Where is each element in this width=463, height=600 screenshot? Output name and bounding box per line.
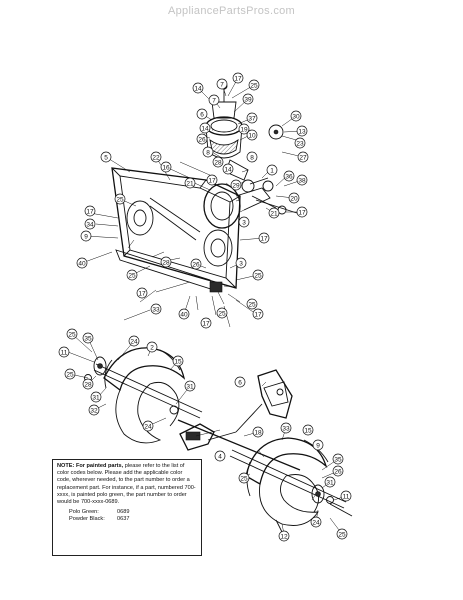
callout-c31 xyxy=(269,208,279,218)
callout-d5 xyxy=(147,342,157,352)
svg-text:17: 17 xyxy=(208,177,216,185)
callout-d23 xyxy=(341,491,351,501)
svg-text:25: 25 xyxy=(128,272,136,280)
note-lead: NOTE: For painted parts, xyxy=(57,463,124,469)
svg-text:19: 19 xyxy=(240,126,248,134)
callout-d13 xyxy=(235,377,245,387)
paint-code-note xyxy=(52,459,202,556)
callout-d7 xyxy=(65,369,75,379)
callout-c19 xyxy=(101,152,111,162)
svg-text:3: 3 xyxy=(239,260,243,268)
svg-text:40: 40 xyxy=(180,311,188,319)
callout-c18 xyxy=(298,152,308,162)
svg-text:17: 17 xyxy=(260,235,268,243)
svg-text:13: 13 xyxy=(298,128,306,136)
callout-c16 xyxy=(203,147,213,157)
svg-text:20: 20 xyxy=(290,195,298,203)
callout-c25 xyxy=(207,175,217,185)
svg-text:7: 7 xyxy=(212,97,216,105)
svg-text:24: 24 xyxy=(312,519,320,527)
svg-text:37: 37 xyxy=(248,115,256,123)
callout-c23 xyxy=(247,152,257,162)
watermark: AppliancePartsPros.com xyxy=(167,5,296,17)
svg-text:25: 25 xyxy=(116,196,124,204)
svg-text:31: 31 xyxy=(326,479,334,487)
callout-c24 xyxy=(267,165,277,175)
svg-text:24: 24 xyxy=(144,423,152,431)
svg-text:2: 2 xyxy=(150,344,154,352)
callout-c48 xyxy=(217,308,227,318)
callout-c2 xyxy=(217,79,227,89)
color-code: 0637 xyxy=(117,516,130,523)
svg-text:25: 25 xyxy=(254,272,262,280)
svg-text:35: 35 xyxy=(84,335,92,343)
callout-c37 xyxy=(81,231,91,241)
callout-c35 xyxy=(85,219,95,229)
svg-text:3: 3 xyxy=(242,219,246,227)
svg-text:6: 6 xyxy=(200,111,204,119)
svg-text:17: 17 xyxy=(138,290,146,298)
callout-d21 xyxy=(325,477,335,487)
svg-text:23: 23 xyxy=(296,140,304,148)
svg-text:11: 11 xyxy=(342,493,350,501)
svg-text:26: 26 xyxy=(198,136,206,144)
callout-d24 xyxy=(311,517,321,527)
callout-c20 xyxy=(151,152,161,162)
callout-c32 xyxy=(297,207,307,217)
callout-c6 xyxy=(243,94,253,104)
svg-text:31: 31 xyxy=(186,383,194,391)
svg-text:17: 17 xyxy=(202,320,210,328)
callout-c49 xyxy=(201,318,211,328)
svg-text:36: 36 xyxy=(285,173,293,181)
callout-c44 xyxy=(179,309,189,319)
svg-text:34: 34 xyxy=(86,221,94,229)
callout-c4 xyxy=(193,83,203,93)
svg-text:28: 28 xyxy=(162,259,170,267)
callout-c46 xyxy=(236,258,246,268)
callout-d1 xyxy=(67,329,77,339)
callout-d16 xyxy=(281,423,291,433)
svg-text:32: 32 xyxy=(90,407,98,415)
callout-d17 xyxy=(313,440,323,450)
callout-d3 xyxy=(83,333,93,343)
callout-c26 xyxy=(284,171,294,181)
callout-c41 xyxy=(127,270,137,280)
impeller xyxy=(258,370,292,418)
svg-text:25: 25 xyxy=(66,371,74,379)
callout-c40 xyxy=(259,233,269,243)
svg-text:38: 38 xyxy=(298,177,306,185)
callout-c5 xyxy=(209,95,219,105)
callout-c11 xyxy=(197,134,207,144)
svg-text:9: 9 xyxy=(316,442,320,450)
svg-text:14: 14 xyxy=(224,166,232,174)
svg-text:30: 30 xyxy=(292,113,300,121)
svg-text:11: 11 xyxy=(60,349,68,357)
callout-c30 xyxy=(289,193,299,203)
callout-c47 xyxy=(253,270,263,280)
svg-text:14: 14 xyxy=(194,85,202,93)
callout-d26 xyxy=(279,531,289,541)
callout-c8 xyxy=(247,113,257,123)
callout-d4 xyxy=(129,336,139,346)
svg-text:4: 4 xyxy=(218,453,222,461)
callout-c42 xyxy=(191,259,201,269)
callout-c28 xyxy=(185,178,195,188)
svg-text:28: 28 xyxy=(214,159,222,167)
callout-d8 xyxy=(83,379,93,389)
callout-d20 xyxy=(333,466,343,476)
svg-text:26: 26 xyxy=(192,261,200,269)
svg-text:22: 22 xyxy=(152,154,160,162)
svg-text:9: 9 xyxy=(84,233,88,241)
callout-d2 xyxy=(59,347,69,357)
callout-c50 xyxy=(247,299,257,309)
callout-c34 xyxy=(85,206,95,216)
callout-c43 xyxy=(151,304,161,314)
svg-text:25: 25 xyxy=(68,331,76,339)
callout-c17 xyxy=(213,157,223,167)
callout-c15 xyxy=(295,138,305,148)
svg-text:31: 31 xyxy=(92,394,100,402)
svg-text:17: 17 xyxy=(254,311,262,319)
svg-text:15: 15 xyxy=(174,358,182,366)
callout-c29 xyxy=(231,180,241,190)
callout-c1 xyxy=(233,73,243,83)
svg-text:6: 6 xyxy=(238,379,242,387)
svg-text:28: 28 xyxy=(84,381,92,389)
svg-text:10: 10 xyxy=(248,132,256,140)
callout-d15 xyxy=(253,427,263,437)
callout-d18 xyxy=(303,425,313,435)
callout-d9 xyxy=(91,392,101,402)
callout-c21 xyxy=(161,162,171,172)
callout-c27 xyxy=(297,175,307,185)
svg-text:25: 25 xyxy=(250,82,258,90)
svg-text:29: 29 xyxy=(232,182,240,190)
svg-text:21: 21 xyxy=(270,210,278,218)
svg-text:17: 17 xyxy=(86,208,94,216)
callout-d10 xyxy=(89,405,99,415)
svg-text:12: 12 xyxy=(280,533,288,541)
color-code-row xyxy=(69,509,197,516)
svg-text:25: 25 xyxy=(338,531,346,539)
svg-text:35: 35 xyxy=(334,456,342,464)
color-name: Powder Black: xyxy=(69,516,105,523)
svg-text:39: 39 xyxy=(244,96,252,104)
svg-text:25: 25 xyxy=(240,475,248,483)
callout-d6 xyxy=(173,356,183,366)
svg-text:33: 33 xyxy=(282,425,290,433)
callout-c51 xyxy=(253,309,263,319)
svg-text:18: 18 xyxy=(254,429,262,437)
svg-text:17: 17 xyxy=(234,75,242,83)
svg-text:25: 25 xyxy=(248,301,256,309)
svg-text:15: 15 xyxy=(304,427,312,435)
callout-d19 xyxy=(333,454,343,464)
svg-text:8: 8 xyxy=(250,154,254,162)
svg-text:16: 16 xyxy=(162,164,170,172)
svg-text:14: 14 xyxy=(201,125,209,133)
callout-c22 xyxy=(223,164,233,174)
callout-c39 xyxy=(161,257,171,267)
svg-text:40: 40 xyxy=(78,260,86,268)
svg-text:25: 25 xyxy=(218,310,226,318)
callout-c14 xyxy=(297,126,307,136)
callout-c7 xyxy=(197,109,207,119)
svg-text:27: 27 xyxy=(299,154,307,162)
callout-d14 xyxy=(215,451,225,461)
left-auger xyxy=(85,348,203,443)
color-code-list xyxy=(57,509,197,523)
callout-c12 xyxy=(247,130,257,140)
svg-text:8: 8 xyxy=(206,149,210,157)
callout-c45 xyxy=(137,288,147,298)
svg-text:33: 33 xyxy=(152,306,160,314)
svg-text:24: 24 xyxy=(130,338,138,346)
callout-d22 xyxy=(239,473,249,483)
color-code: 0689 xyxy=(117,509,130,516)
callout-d25 xyxy=(337,529,347,539)
svg-text:1: 1 xyxy=(270,167,274,175)
color-code-row xyxy=(69,516,197,523)
color-name: Polo Green: xyxy=(69,509,99,516)
svg-text:21: 21 xyxy=(186,180,194,188)
svg-text:5: 5 xyxy=(104,154,108,162)
callout-c13 xyxy=(291,111,301,121)
callout-c38 xyxy=(77,258,87,268)
callout-c33 xyxy=(115,194,125,204)
callouts-upper xyxy=(77,73,308,328)
callout-d11 xyxy=(185,381,195,391)
callout-c9 xyxy=(200,123,210,133)
callout-d12 xyxy=(143,421,153,431)
note-body: please refer to the list of color codes below. Please add the applicable color code, wherever needed, to the part number to order a replacement part. For instance, if a part, numbered 700-xxxx, is painted polo green, the part number to order would be 700-xxxx-0689. xyxy=(57,463,196,506)
svg-text:7: 7 xyxy=(220,81,224,89)
callout-c3 xyxy=(249,80,259,90)
svg-text:26: 26 xyxy=(334,468,342,476)
svg-text:17: 17 xyxy=(298,209,306,217)
callout-c36 xyxy=(239,217,249,227)
